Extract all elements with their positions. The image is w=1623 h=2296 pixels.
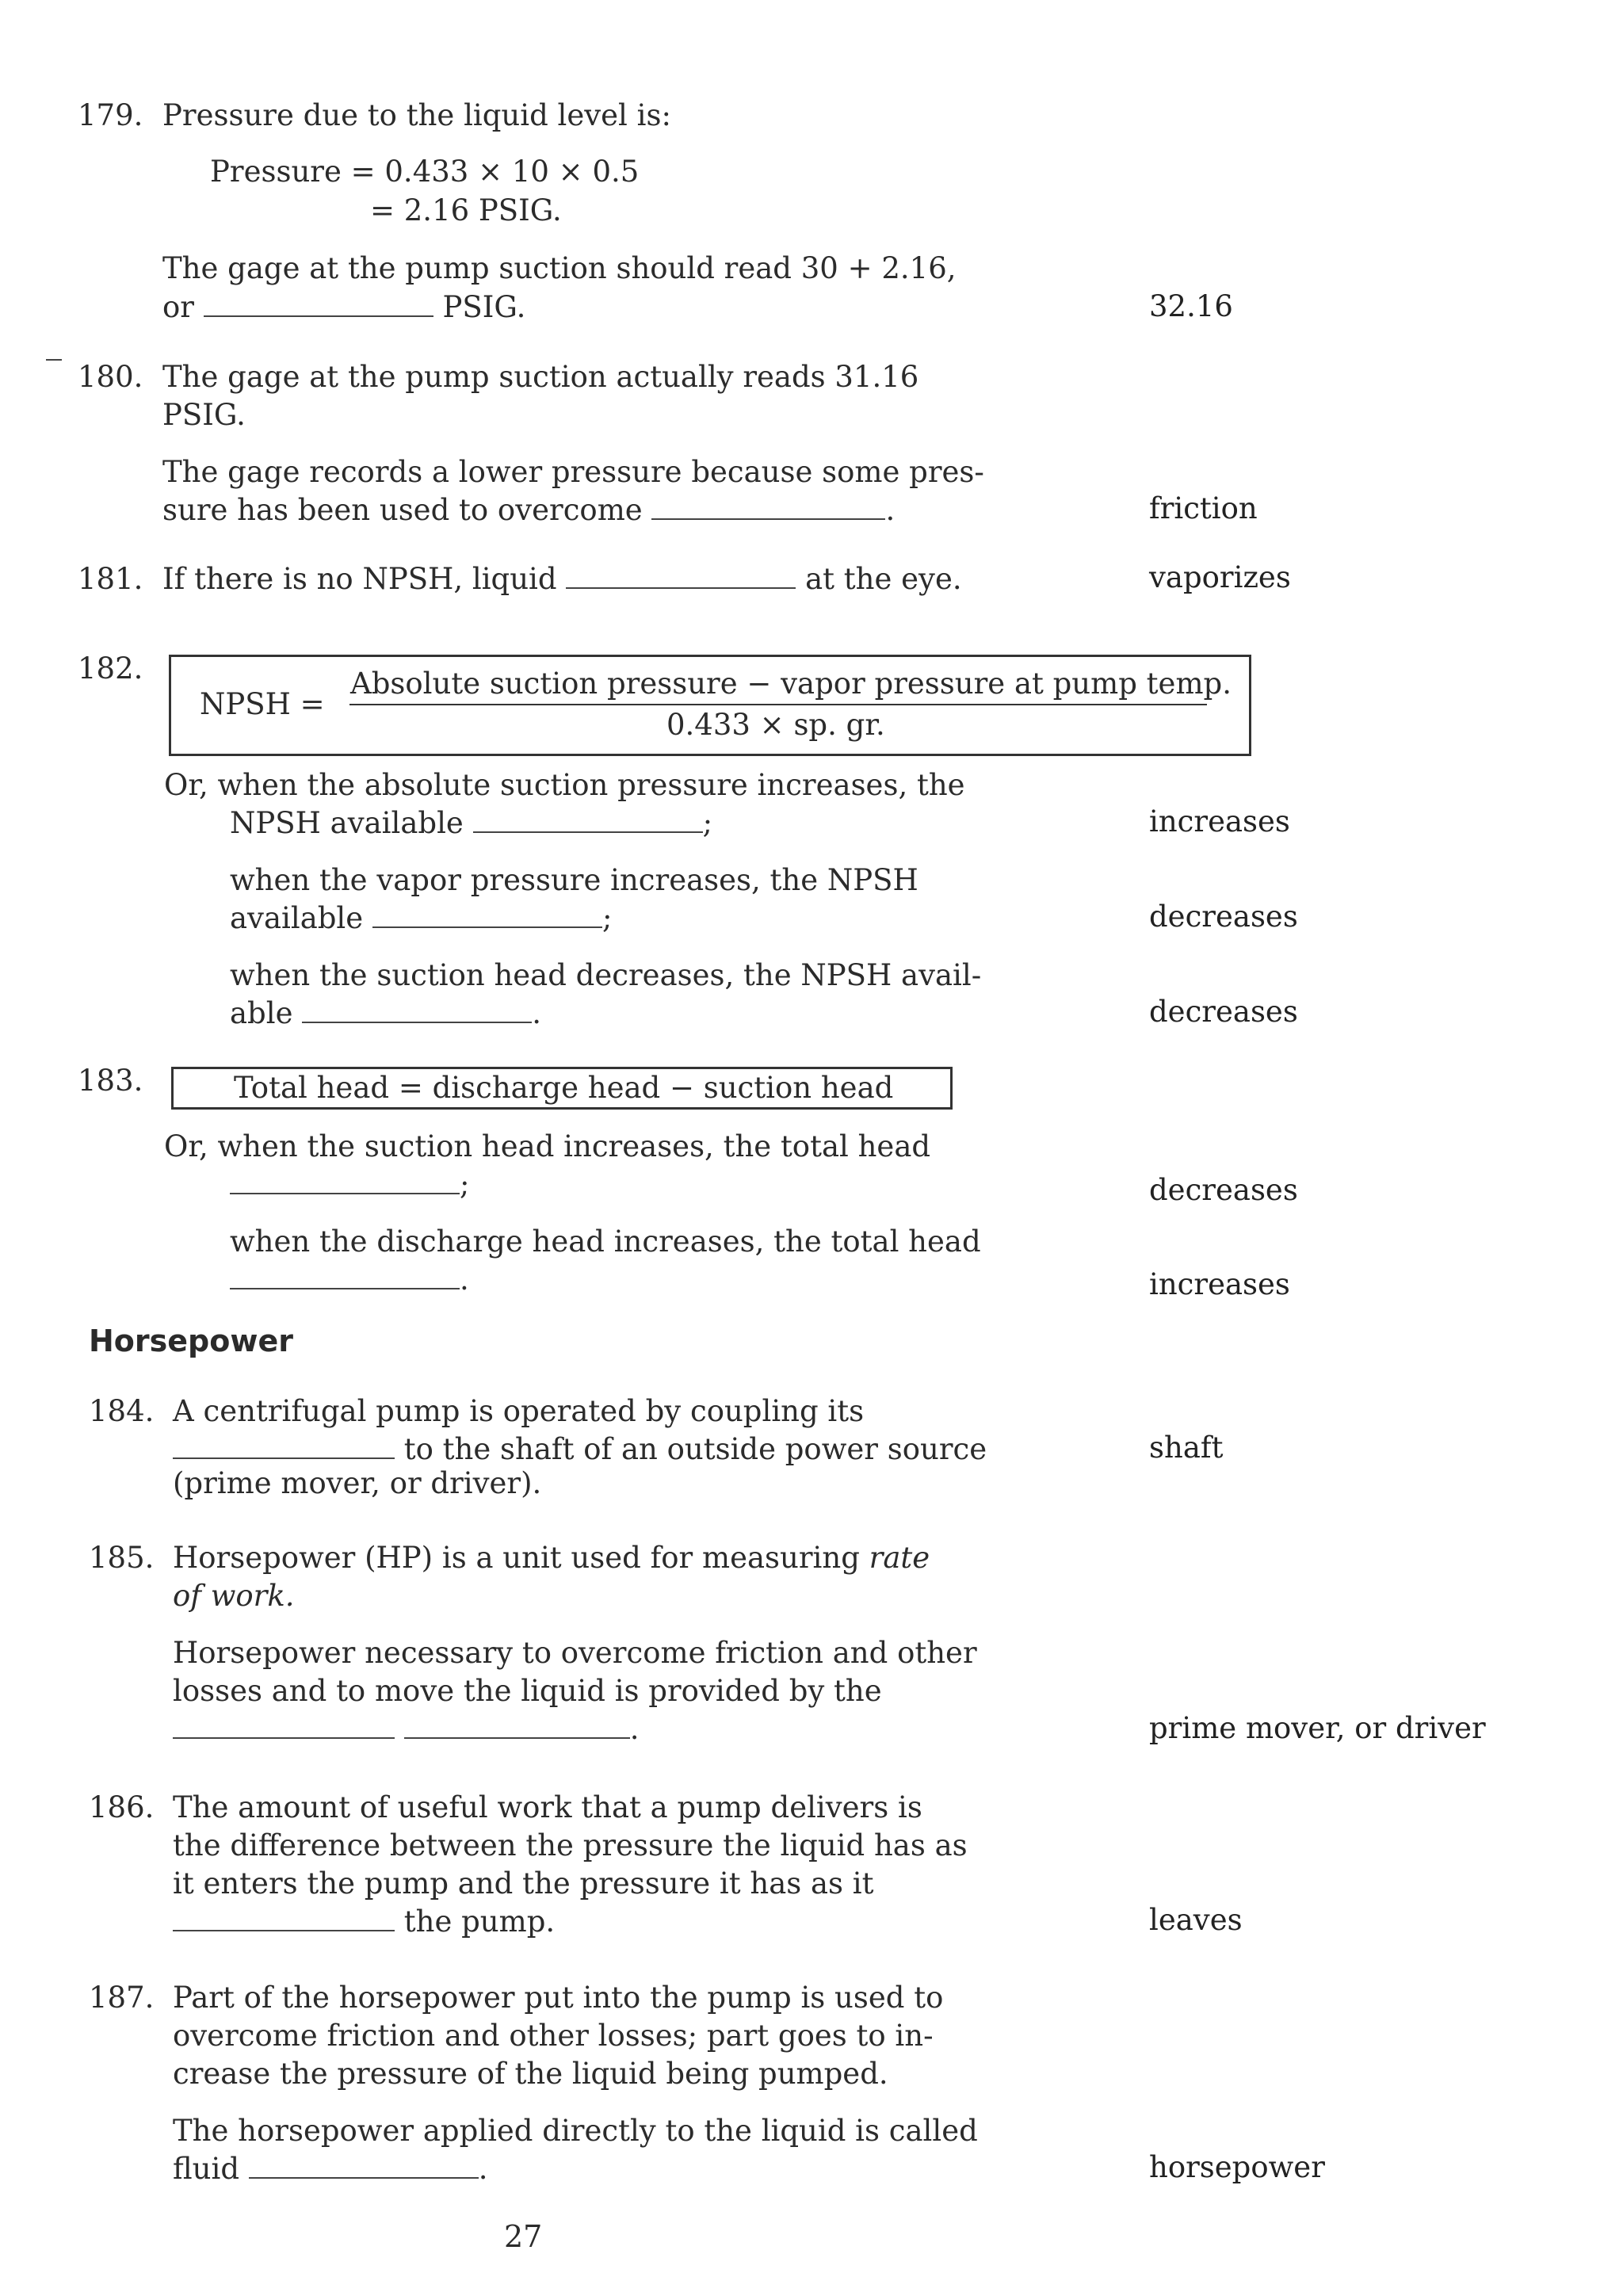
italic-text: of work. (173, 1579, 295, 1613)
answer-blank (173, 1434, 395, 1459)
text-fragment: or (162, 290, 194, 324)
fraction-bar (349, 704, 1207, 705)
answer-text: increases (1149, 1267, 1290, 1301)
text-fragment: available (230, 901, 364, 935)
question-number: 181. (78, 562, 143, 596)
question-text: Pressure due to the liquid level is: (162, 98, 671, 132)
question-text: overcome friction and other losses; part goes to in- (173, 2019, 934, 2053)
text-fragment: able (230, 996, 293, 1030)
formula-numerator: Absolute suction pressure − vapor pressure at pump temp. (350, 667, 1232, 701)
question-text: crease the pressure of the liquid being pumped. (173, 2057, 888, 2091)
formula-text: Total head = discharge head − suction head (234, 1071, 894, 1105)
question-text: The gage records a lower pressure because some pres- (162, 455, 984, 489)
answer-blank (173, 1713, 395, 1739)
question-text: PSIG. (162, 398, 246, 432)
text-fragment: fluid (173, 2152, 240, 2186)
page-number: 27 (504, 2219, 543, 2254)
question-text: when the discharge head increases, the total head (230, 1224, 981, 1259)
question-number: 184. (89, 1394, 155, 1428)
answer-text: leaves (1149, 1903, 1243, 1937)
question-text (162, 560, 962, 598)
question-text (173, 1710, 640, 1748)
answer-text: decreases (1149, 1173, 1298, 1207)
text-fragment: Horsepower (HP) is a unit used for measuring (173, 1541, 860, 1575)
formula-lhs: NPSH = (200, 687, 325, 721)
answer-text: prime mover, or driver (1149, 1711, 1486, 1745)
answer-blank (566, 563, 796, 589)
answer-text: decreases (1149, 995, 1298, 1029)
answer-blank (372, 903, 602, 928)
text-fragment: ; (601, 901, 613, 935)
answer-text: 32.16 (1149, 289, 1233, 323)
question-number: 183. (78, 1064, 143, 1098)
answer-blank (473, 808, 703, 833)
text-fragment: sure has been used to overcome (162, 493, 643, 527)
answer-blank (302, 998, 532, 1023)
question-text: when the suction head decreases, the NPSH avail- (230, 958, 982, 992)
question-text: A centrifugal pump is operated by coupling its (173, 1394, 865, 1428)
text-fragment: ; (460, 1167, 470, 1201)
question-text (230, 1261, 469, 1299)
question-number: 185. (89, 1541, 155, 1575)
question-text: Part of the horsepower put into the pump is used to (173, 1981, 944, 2015)
question-text (230, 900, 612, 938)
text-fragment: PSIG. (442, 290, 526, 324)
text-fragment: to the shaft of an outside power source (403, 1432, 987, 1466)
question-number: 180. (78, 360, 143, 394)
text-fragment: . (478, 2152, 488, 2186)
question-text: The amount of useful work that a pump delivers is (173, 1790, 922, 1824)
answer-text: vaporizes (1149, 560, 1291, 594)
section-heading: Horsepower (89, 1324, 293, 1358)
equation-line: = 2.16 PSIG. (370, 193, 562, 227)
answer-blank (204, 292, 433, 317)
question-text (173, 1903, 555, 1941)
answer-text: friction (1149, 491, 1258, 525)
question-text: The gage at the pump suction should read 30 + 2.16, (162, 251, 957, 285)
text-fragment: . (629, 1712, 640, 1746)
italic-text: rate (869, 1541, 930, 1575)
answer-text: shaft (1149, 1431, 1224, 1465)
formula-box (169, 655, 1251, 756)
answer-blank (230, 1169, 460, 1194)
question-text: Horsepower necessary to overcome friction and other (173, 1636, 977, 1670)
question-text (230, 1166, 469, 1204)
answer-blank (230, 1264, 460, 1289)
question-text: The horsepower applied directly to the liquid is called (173, 2114, 978, 2148)
question-number: 182. (78, 651, 143, 686)
question-text: the difference between the pressure the liquid has as (173, 1828, 968, 1862)
text-fragment: at the eye. (805, 562, 962, 596)
question-text: it enters the pump and the pressure it has as it (173, 1866, 874, 1901)
question-text (173, 1577, 295, 1615)
question-text (162, 288, 525, 327)
question-number: 187. (89, 1981, 155, 2015)
question-text: when the vapor pressure increases, the NPSH (230, 863, 918, 897)
formula-denominator: 0.433 × sp. gr. (666, 708, 885, 742)
question-text (173, 1539, 930, 1577)
answer-blank (651, 495, 885, 520)
text-fragment: the pump. (403, 1904, 556, 1939)
question-text (173, 2150, 488, 2188)
question-text: Or, when the suction head increases, the total head (164, 1129, 931, 1163)
text-fragment: . (885, 493, 896, 527)
answer-blank (249, 2153, 479, 2179)
question-text: Or, when the absolute suction pressure increases, the (164, 768, 965, 802)
question-text (173, 1431, 987, 1469)
text-fragment: If there is no NPSH, liquid (162, 562, 557, 596)
text-fragment: . (532, 996, 542, 1030)
text-fragment: . (460, 1263, 469, 1297)
answer-text: horsepower (1149, 2150, 1325, 2184)
text-fragment: NPSH available (230, 806, 464, 840)
question-text: The gage at the pump suction actually reads 31.16 (162, 360, 919, 394)
question-text: losses and to move the liquid is provided by the (173, 1674, 882, 1708)
question-number: 179. (78, 98, 143, 132)
question-number: 186. (89, 1790, 155, 1824)
question-text (162, 491, 895, 529)
equation-line: Pressure = 0.433 × 10 × 0.5 (210, 155, 640, 189)
question-text: (prime mover, or driver). (173, 1466, 542, 1500)
text-fragment: ; (702, 806, 713, 840)
answer-blank (173, 1906, 395, 1931)
question-text (230, 995, 541, 1033)
answer-text: decreases (1149, 900, 1298, 934)
question-text (230, 804, 712, 842)
answer-blank (404, 1713, 630, 1739)
formula-box (171, 1067, 953, 1110)
margin-mark (46, 359, 62, 361)
answer-text: increases (1149, 804, 1290, 839)
